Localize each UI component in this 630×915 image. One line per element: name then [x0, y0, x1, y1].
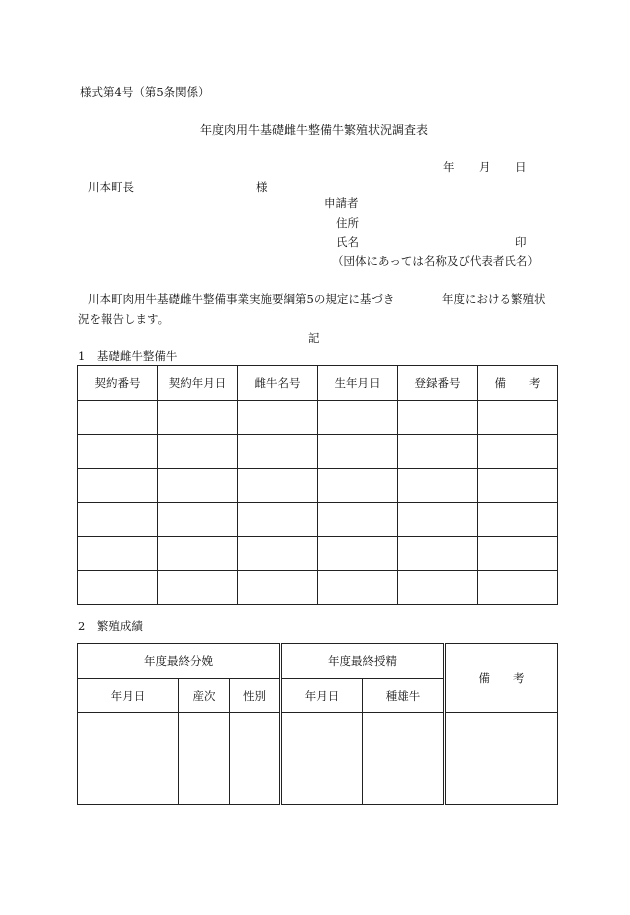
- date-day: 日: [515, 160, 527, 174]
- section1-heading: 1 基礎雌牛整備牛: [78, 349, 178, 363]
- header-last-insemination: 年度最終授精: [281, 644, 445, 679]
- cattle-table-header-row: [78, 366, 558, 401]
- header-remarks-2: 備 考: [445, 644, 558, 713]
- header-sire: 種雄牛: [363, 679, 445, 713]
- body-text-line2: 況を報告します。: [78, 312, 170, 326]
- date-year: 年: [443, 160, 455, 174]
- table-row: [78, 401, 558, 435]
- header-calving-date: 年月日: [78, 679, 179, 713]
- header-contract-number: 契約番号: [78, 366, 158, 401]
- table-row: [78, 435, 558, 469]
- table-row: [78, 503, 558, 537]
- header-remarks: 備 考: [478, 366, 558, 401]
- section2-heading: 2 繁殖成績: [78, 619, 143, 633]
- header-sex: 性別: [230, 679, 281, 713]
- breeding-table-group-row: [78, 644, 558, 679]
- applicant-note: （団体にあっては名称及び代表者氏名）: [332, 254, 539, 268]
- header-parity: 産次: [179, 679, 230, 713]
- cattle-table: [77, 365, 558, 605]
- ki-mark: 記: [308, 331, 320, 345]
- table-row: [78, 713, 558, 805]
- form-number: 様式第4号（第5条関係）: [80, 85, 210, 99]
- body-text-line1: 川本町肉用牛基礎雌牛整備事業実施要綱第5の規定に基づき: [88, 292, 395, 306]
- header-insemination-date: 年月日: [281, 679, 363, 713]
- addressee-honorific: 様: [256, 180, 268, 194]
- addressee-name: 川本町長: [88, 180, 134, 194]
- seal-mark: 印: [515, 235, 527, 249]
- table-row: [78, 571, 558, 605]
- page-title: 年度肉用牛基礎雌牛整備牛繁殖状況調査表: [200, 123, 429, 137]
- header-birth-date: 生年月日: [318, 366, 398, 401]
- header-cow-name: 雌牛名号: [238, 366, 318, 401]
- applicant-address-label: 住所: [336, 216, 359, 230]
- table-row: [78, 537, 558, 571]
- body-text-line1-tail: 年度における繁殖状: [442, 292, 546, 306]
- date-month: 月: [479, 160, 491, 174]
- table-row: [78, 469, 558, 503]
- breeding-table: [77, 643, 558, 805]
- header-contract-date: 契約年月日: [158, 366, 238, 401]
- applicant-label: 申請者: [324, 196, 359, 210]
- header-last-calving: 年度最終分娩: [78, 644, 281, 679]
- header-registration-number: 登録番号: [398, 366, 478, 401]
- applicant-name-label: 氏名: [336, 235, 359, 249]
